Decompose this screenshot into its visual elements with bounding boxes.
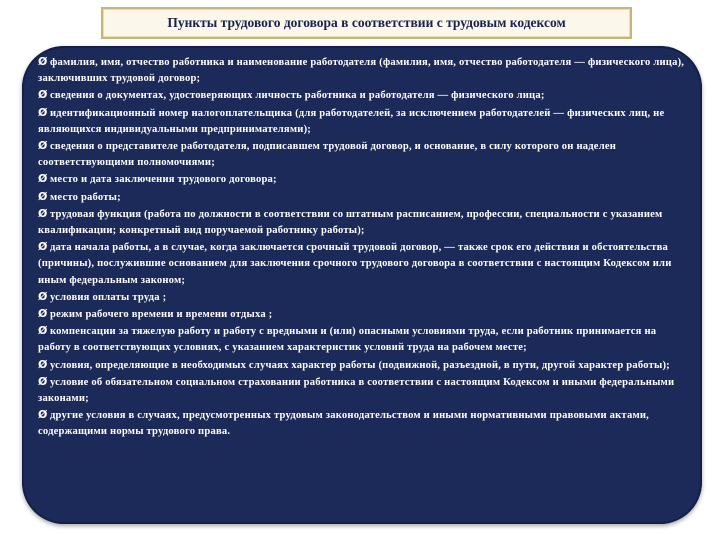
list-item <box>38 357 688 374</box>
title-banner <box>101 7 632 39</box>
list-item-text: сведения о представителе работодателя, подписавшем трудовой договор, и основание, в силу которого он наделен соответствующими полномочиями; <box>38 141 617 169</box>
list-item <box>38 306 688 323</box>
list-item-text: условие об обязательном социальном страховании работника в соответствии с настоящим Кодексом и иными федеральными законами; <box>38 376 675 405</box>
list-item <box>38 239 688 289</box>
arrow-check-icon: Ø <box>38 172 48 186</box>
list-item <box>38 138 688 171</box>
arrow-check-icon: Ø <box>38 374 48 388</box>
arrow-check-icon: Ø <box>38 240 48 254</box>
list-item <box>38 407 688 440</box>
list-item-text: компенсации за тяжелую работу и работу с вредными и (или) опасными условиями труда, если работник принимается на работу в соответствующих условиях, с указанием характеристик условий труда на рабочем месте; <box>38 326 657 354</box>
list-item <box>38 87 688 104</box>
list-item <box>38 105 688 138</box>
list-item-text: режим рабочего времени и времени отдыха ; <box>50 309 273 321</box>
list-item-text: условия оплаты труда ; <box>50 291 167 303</box>
list-item <box>38 289 688 306</box>
list-item-text: фамилия, имя, отчество работника и наименование работодателя (фамилия, имя, отчество работодателя — физического лица), заключивших трудовой договор; <box>38 57 685 85</box>
list-item <box>38 374 688 407</box>
list-item <box>38 206 688 239</box>
list-item-text: дата начала работы, а в случае, когда заключается срочный трудовой договор, — также срок его действия и обстоятельства (причины), послужившие основанием для заключения срочного трудового договора в соответствии с настоящим Кодексом или иным федеральным законом; <box>38 242 672 286</box>
list-item <box>38 54 688 87</box>
list-item <box>38 171 688 188</box>
arrow-check-icon: Ø <box>38 105 48 119</box>
bullet-list <box>38 54 688 441</box>
arrow-check-icon: Ø <box>38 206 48 220</box>
arrow-check-icon: Ø <box>38 307 48 321</box>
list-item <box>38 189 688 206</box>
arrow-check-icon: Ø <box>38 189 48 203</box>
list-item-text: трудовая функция (работа по должности в соответствии со штатным расписанием, профессии, специальности с указанием квалификации; конкретный вид поручаемой работнику работы); <box>38 208 663 237</box>
list-item-text: сведения о документах, удостоверяющих личность работника и работодателя — физического лица; <box>50 90 545 102</box>
arrow-check-icon: Ø <box>38 139 48 153</box>
arrow-check-icon: Ø <box>38 408 48 422</box>
list-item-text: место и дата заключения трудового договора; <box>50 174 277 186</box>
arrow-check-icon: Ø <box>38 324 48 338</box>
list-item <box>38 323 688 356</box>
arrow-check-icon: Ø <box>38 88 48 102</box>
list-item-text: место работы; <box>50 191 121 203</box>
arrow-check-icon: Ø <box>38 289 48 303</box>
arrow-check-icon: Ø <box>38 55 48 68</box>
list-item-text: условия, определяющие в необходимых случаях характер работы (подвижной, разъездной, в пути, другой характер работы); <box>50 359 670 371</box>
arrow-check-icon: Ø <box>38 357 48 371</box>
list-item-text: идентификационный номер налогоплательщика (для работодателей, за исключением работодателей — физических лиц, не являющихся индивидуальными предпринимателями); <box>38 107 665 135</box>
list-item-text: другие условия в случаях, предусмотренных трудовым законодательством и иными нормативными правовыми актами, содержащими нормы трудового права. <box>38 410 650 438</box>
page-title: Пункты трудового договора в соответствии с трудовым кодексом <box>167 15 566 30</box>
